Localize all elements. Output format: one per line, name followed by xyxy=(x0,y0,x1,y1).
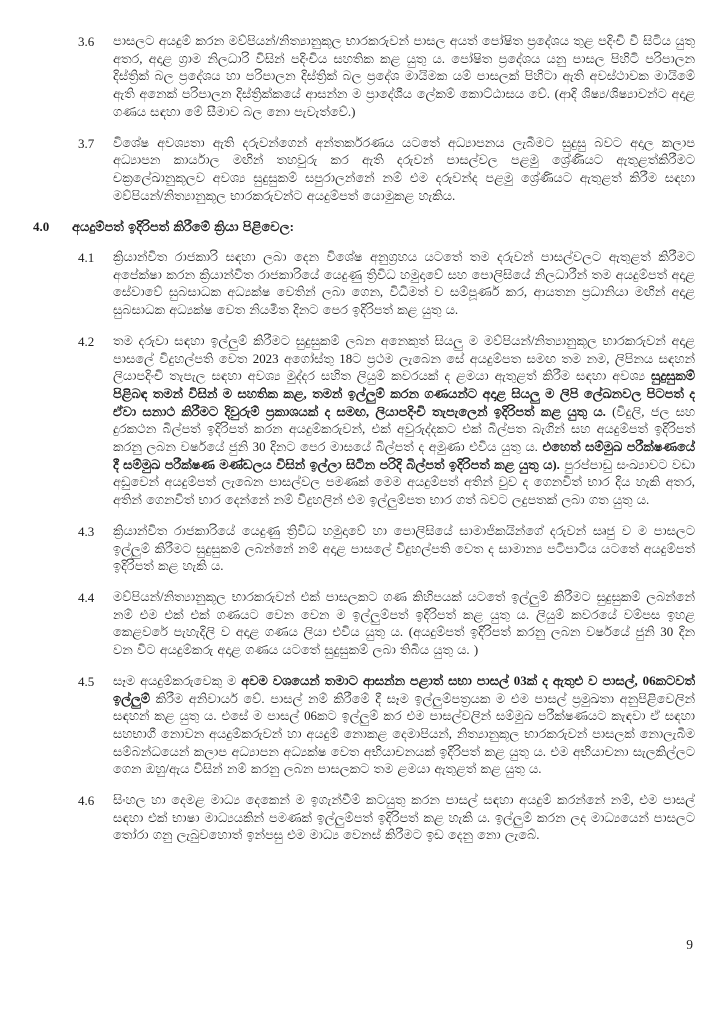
bold-text-run: සුදුසුකම් පිළිබඳ තමන් විසින් ම සහතික කළ, තමන් ඉල්ලුම් කරන ගණයන්ට අදාළ සියලු ම ලිපි ලේඛනවල පිටපත් ද ඒවා සනාථ කිරීමට දිවුරුම් ප්‍රකාශයක් ද සමඟ, ලියාපදිංචි තැපැලෙන් ඉදිරිපත් කළ යුතු ය. xyxy=(113,369,695,419)
section-text xyxy=(113,589,695,660)
bold-text-run: අයදුම්පත් ඉදිරිපත් කිරීමේ ක්‍රියා පිළිවෙල: xyxy=(72,219,294,235)
text-run: (විදුලි, ජල සහ දුරකථන බිල්පත් ඉදිරිපත් කරන අයදුම්කරුවන්, එක් අවුරුද්දකට එක් බිල්පත බැගින් සහ අයදුම්පත් ඉදිරිපත් කරනු ලබන වර්ෂයේ ජුනි 30 දිනට පෙර මාසයේ බිල්පත් ද අමුණා එවිය යුතු ය. xyxy=(113,404,696,455)
section-number: 4.2 xyxy=(78,333,95,349)
text-run: පුරප්පාඩු සංඛ්‍යාවට වඩා අඩුවෙන් අයදුම්පත් ලැබෙන පාසල්වල පමණක් මෙම අයදුම්පත් අතින් වුව ද ගෙනවිත් භාර දිය හැකි අතර, අතින් ගෙනවිත් භාර දෙන්නේ නම් විදුහලින් එම ඉල්ලුම්පත භාර ගත් බවට ලදුපතක් ලබා ගත යුතු ය. xyxy=(113,457,695,508)
section-number: 4.6 xyxy=(78,793,95,809)
section-3.7 xyxy=(0,135,695,206)
section-text xyxy=(113,673,695,779)
section-number: 4.3 xyxy=(78,523,95,539)
text-run: කිරීම අනිවාර්ය වේ. පාසල් නම් කිරීමේ දී සෑම ඉල්ලුම්පත්‍රයක ම එම පාසල් ප්‍රමුඛතා අනුපිළිවෙලින් සඳහන් කළ යුතු ය. එසේ ම පාසල් 06කට ඉල්ලුම් කර එම පාසල්වලින් සම්මුඛ පරීක්ෂණයට කැඳවා ඒ සඳහා සහභාගී නොවන අයදුම්කරුවන් හා අයදුම් නොකළ දෙමාපියන්, නිත්‍යානුකූල භාරකරුවන් පාසලක් නොලැබීම සම්බන්ධයෙන් කලාප අධ්‍යාපන අධ්‍යක්ෂ වෙත අභියාචනයක් ඉදිරිපත් කළ යුතු ය. එම අභියාචනා සැලකිල්ලට ගෙන ඔහු/ඇය විසින් නම් කරනු ලබන පාසලකට තම ළමයා ඇතුළත් කළ යුතු ය. xyxy=(113,691,695,777)
section-text xyxy=(113,792,695,845)
section-3.6 xyxy=(0,33,695,122)
section-number: 3.7 xyxy=(78,135,95,151)
section-4.3 xyxy=(0,523,695,576)
section-4.1 xyxy=(0,249,695,320)
section-number: 4.1 xyxy=(78,250,95,266)
bold-text-run: අවම වශයෙන් තමාට ආසන්න පළාත් සභා පාසල් 03ක් ද ඇතුළු ව පාසල්, 06කටවත් ඉල්ලුම් xyxy=(113,673,695,706)
section-text xyxy=(113,249,695,320)
section-number: 3.6 xyxy=(78,34,95,49)
section-text xyxy=(72,218,695,236)
bold-text-run: එහෙත් සම්මුඛ පරීක්ෂණයේ දී සම්මුඛ පරීක්ෂණ මණ්ඩලය විසින් ඉල්ලා සිටින පරිදි බිල්පත් ඉදිරිපත් කළ යුතු ය). xyxy=(113,440,695,472)
section-4.6 xyxy=(0,792,695,845)
document-sections xyxy=(0,33,695,858)
text-run: ක්‍රියාන්විත රාජකාරි සඳහා ලබා දෙන විශේෂ අනුග්‍රහය යටතේ තම දරුවන් පාසල්වලට ඇතුළත් කිරීමට අපේක්ෂා කරන ක්‍රියාන්විත රාජකාරියේ යෙදුණු ත්‍රිවිධ හමුදාවේ සහ පොලිසියේ නිලධාරීන් තම අයදුම්පත් අදාළ සේවාවේ සුබසාධක අධ්‍යක්ෂ වෙතින් ලබා ගෙන, විධිමත් ව සම්පූර්ණ කර, ආයතන ප්‍රධානියා මඟින් අදාළ සුබසාධක අධ්‍යක්ෂ වෙත නියමිත දිනට පෙර ඉදිරිපත් කළ යුතු ය. xyxy=(113,250,695,318)
section-number: 4.4 xyxy=(78,589,95,605)
text-run: මව්පියන්/නිත්‍යානුකූල භාරකරුවන් එක් පාසලකට ගණ කිහිපයක් යටතේ ඉල්ලුම් කිරීමට සුදුසුකම් ලබන්නේ නම් එම එක් එක් ගණයට වෙන වෙන ම ඉල්ලුම්පත් ඉදිරිපත් කළ යුතු ය. ලියුම් කවරයේ වම්පස ඉහළ කෙළවරේ පැහැදිලි ව අදාළ ගණය ලියා එවිය යුතු ය. (අයදුම්පත් ඉදිරිපත් කරනු ලබන වර්ෂයේ ජුනි 30 දින වන විට අයදුම්කරු අදාළ ගණය යටතේ සුදුසුකම් ලබා තිබිය යුතු ය. ) xyxy=(113,589,695,658)
section-number: 4.5 xyxy=(78,673,95,689)
text-run: තම දරුවා සඳහා ඉල්ලුම් කිරීමට සුදුසුකම් ලබන අනෙකුත් සියලු ම මව්පියන්/නිත්‍යානුකූල භාරකරුවන් අදාළ පාසලේ විදුහල්පති වෙත 2023 අගෝස්තු 18ට ප්‍රථම ලැබෙන සේ අයදුම්පත සමඟ තම නම, ලිපිනය සඳහන් ලියාපදිංචි තැපැල සඳහා අවශ්‍ය මුද්දර සහිත ලියුම් කවරයක් ද ළමයා ඇතුළත් කිරීම සඳහා අවශ්‍ය xyxy=(113,333,695,384)
text-run: විශේෂ අවශ්‍යතා ඇති දරුවන්ගෙන් අන්තර්කරණය යටතේ අධ්‍යාපනය ලැබීමට සුදුසු බවට අදාල කලාප අධ්‍යාපන කාර්යාල මඟින් තහවුරු කර ඇති දරුවන් පාසල්වල පළමු ශ්‍රේණියට ඇතුළත්කිරීමට චක්‍රලේඛානුකූලව අවශ්‍ය සුදුසුකම් සපුරාලන්නේ නම් එම දරුවන්ද පළමු ශ්‍රේණියට ඇතුළත් කිරීම සඳහා මව්පියන්/නිත්‍යානුකූල භාරකරුවන්ට අයදුම්පත් යොමුකළ හැකිය. xyxy=(113,135,695,203)
section-text xyxy=(113,33,695,122)
section-text xyxy=(113,135,695,206)
text-run: ක්‍රියාන්විත රාජකාරියේ යෙදුණු ත්‍රිවිධ හමුදාවේ හා පොලිසියේ සාමාජිකයින්ගේ දරුවන් සෘජු ව ම පාසලට ඉල්ලුම් කිරීමට සුදුසුකම් ලබන්නේ නම් අදාළ පාසලේ විදුහල්පති වෙත ද සාමාන්‍ය පටිපාටිය යටතේ අයදුම්පත් ඉදිරිපත් කළ හැකි ය. xyxy=(113,523,695,574)
text-run: පාසලට අයදුම් කරන මව්පියන්/නිත්‍යානුකූල භාරකරුවන් පාසල අයත් පෝෂිත ප්‍රදේශය තුළ පදිංචි වී සිටිය යුතු අතර, අදාළ ග්‍රාම නිලධාරි විසින් පදිංචිය සහතික කළ යුතු ය. පෝෂිත ප්‍රදේශය යනු පාසල පිහිටි පරිපාලන දිස්ත්‍රික් බල ප්‍රදේශය හා පරිපාලන දිස්ත්‍රික් බල ප්‍රදේශ මායිමක යම් පාසලක් පිහිටා ඇති අවස්ථාවක මායිමේ ඇති අනෙක් පරිපාලන දිස්ත්‍රික්කයේ ආසන්න ම ප්‍රාදේශීය ලේකම් කොට්ඨාසය වේ. (ආදි ශිෂ්‍ය/ශිෂ්‍යාවන්ට අදාළ ගණය සඳහා මේ සීමාව බල නො පැවැත්වේ.) xyxy=(113,34,695,119)
section-4.5 xyxy=(0,673,695,779)
section-text xyxy=(113,523,695,576)
section-4.2 xyxy=(0,333,695,510)
page-number: 9 xyxy=(686,937,693,952)
section-text xyxy=(113,333,695,510)
text-run: සිංහල හා දෙමළ මාධ්‍ය දෙකෙන් ම ඉගැන්වීම් කටයුතු කරන පාසල් සඳහා අයදුම් කරන්නේ නම්, එම පාසල් සඳහා එක් භාෂා මාධ්‍යයකින් පමණක් ඉල්ලුම්පත් ඉදිරිපත් කළ හැකි ය. ඉල්ලුම් කරන ලද මාධ්‍යයෙන් පාසලට තෝරා ගනු ලැබුවහොත් ඉන්පසු එම මාධ්‍ය වෙනස් කිරීමට ඉඩ දෙනු නො ලැබේ. xyxy=(113,793,695,843)
text-run: සෑම අයදුම්කරුවෙකු ම xyxy=(113,673,242,688)
section-4.0 xyxy=(0,218,695,236)
section-number: 4.0 xyxy=(33,219,50,235)
section-4.4 xyxy=(0,589,695,660)
